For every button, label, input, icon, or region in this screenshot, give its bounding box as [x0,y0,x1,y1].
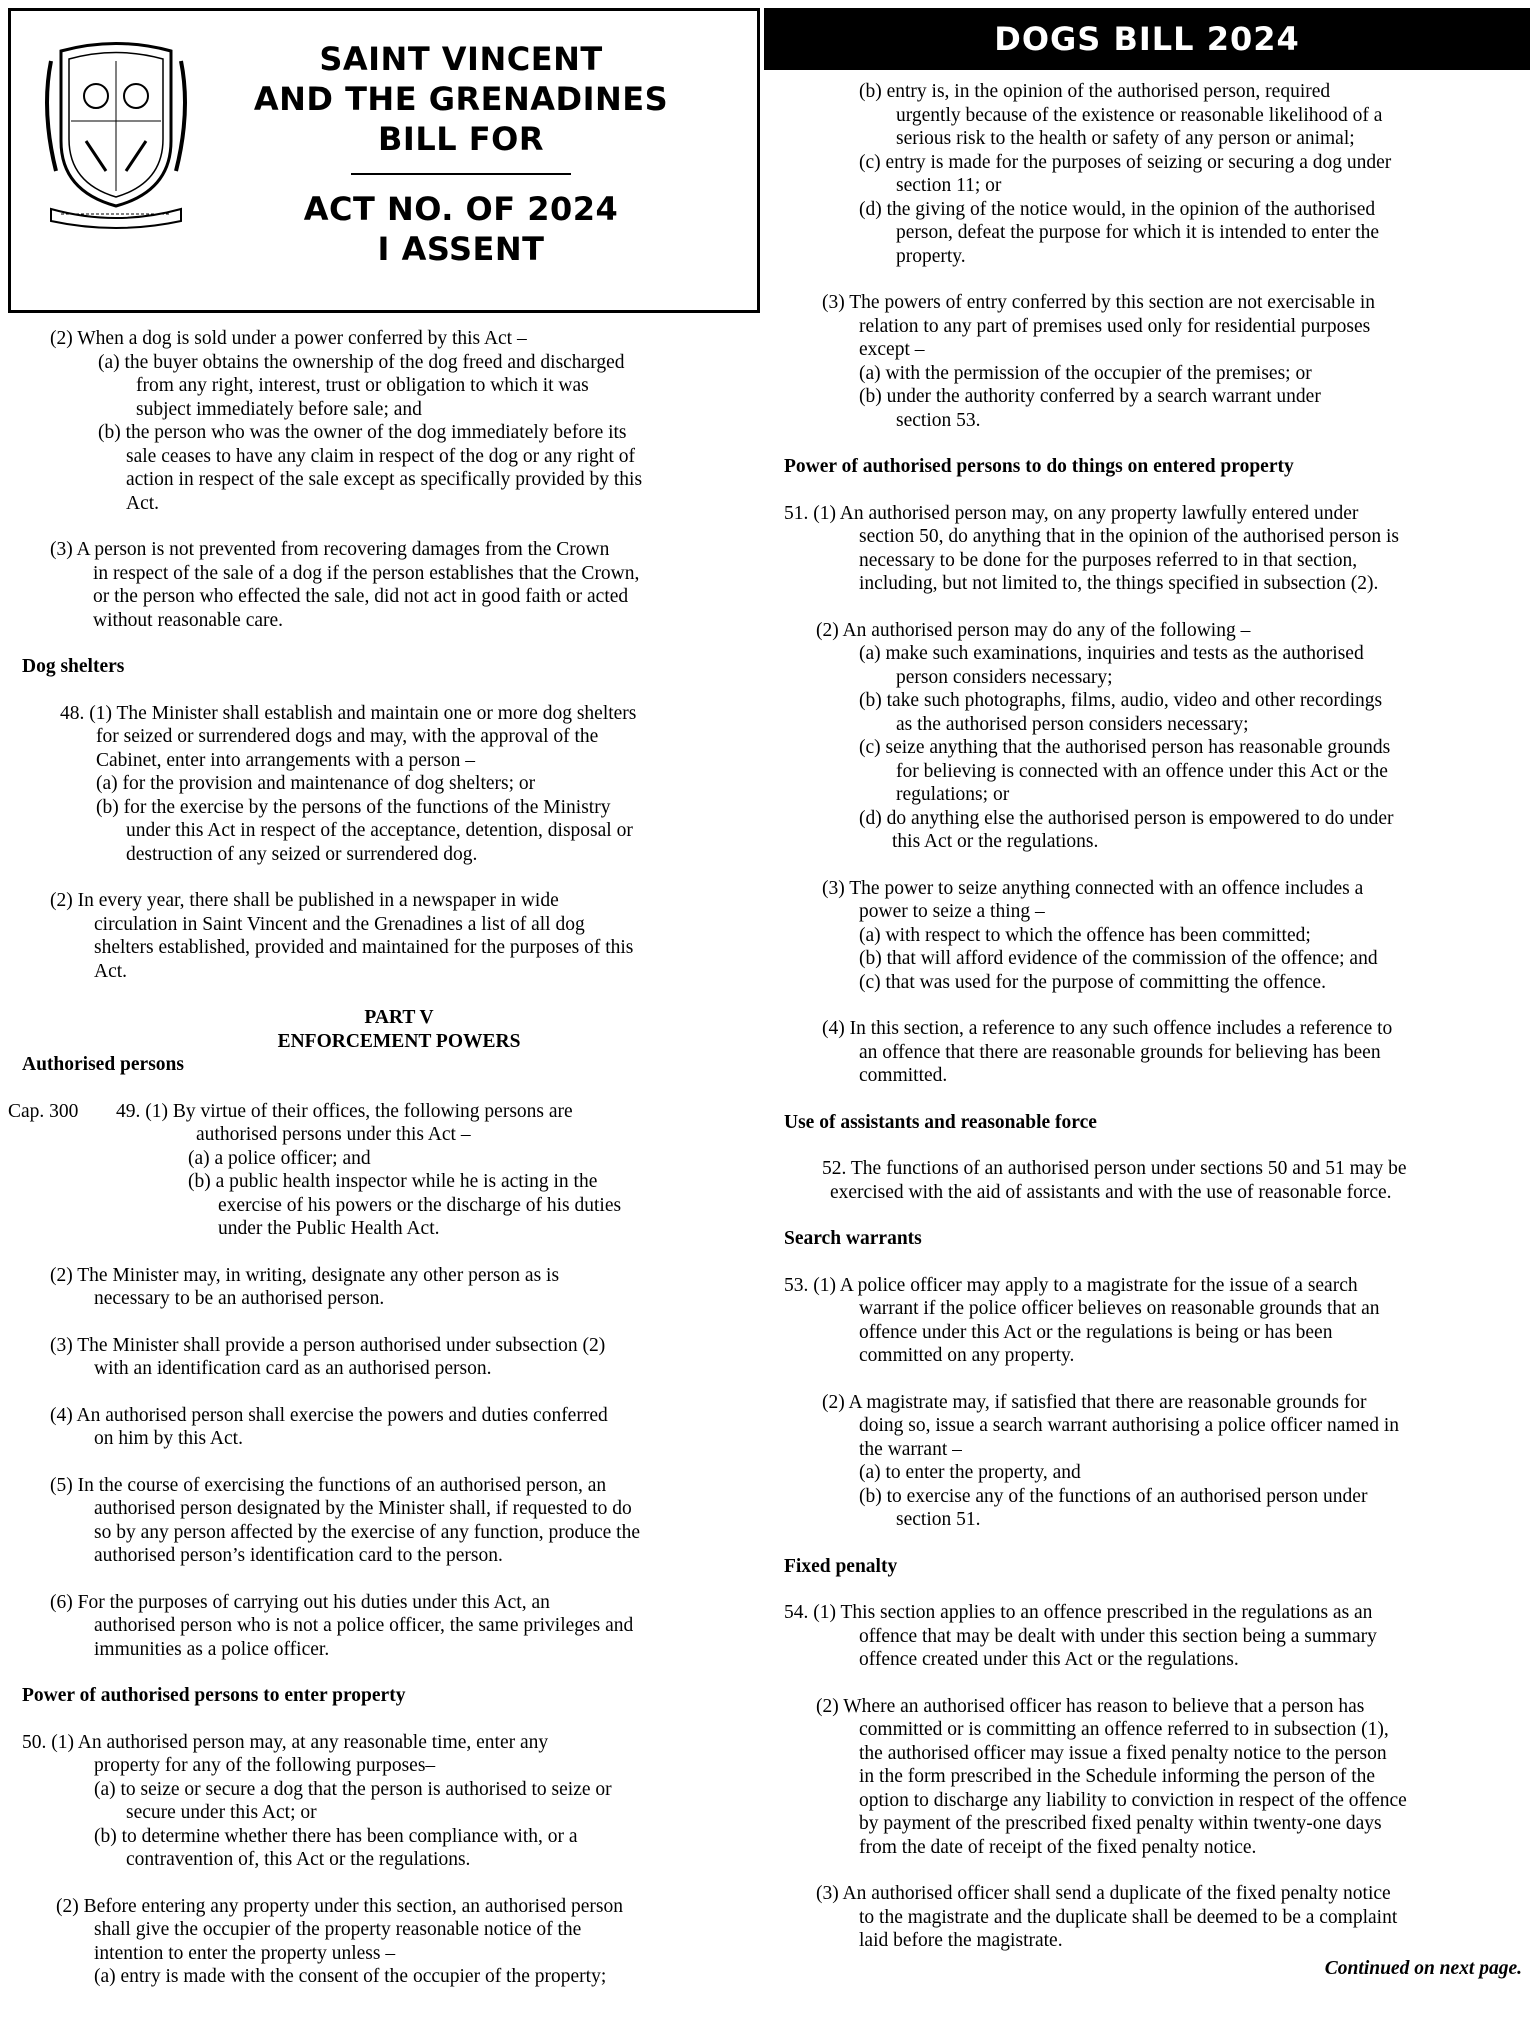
text-line: contravention of, this Act or the regulations. [126,1849,471,1870]
text-line: doing so, issue a search warrant authorising a police officer named in [859,1415,1400,1436]
text-line: sale ceases to have any claim in respect of the dog or any right of [126,445,635,467]
text-line: authorised persons under this Act – [196,1124,471,1145]
text-line: offence created under this Act or the regulations. [859,1649,1239,1670]
text-line: as the authorised person considers necessary; [896,713,1249,735]
text-line: property. [896,245,966,267]
header-line-5: I ASSENT [377,230,545,268]
text-line: serious risk to the health or safety of any person or animal; [896,128,1355,149]
text-line: (b) for the exercise by the persons of the functions of the Ministry [96,796,611,818]
text-line: Act. [94,960,128,982]
text-line: destruction of any seized or surrendered dog. [126,843,478,865]
text-line: (5) In the course of exercising the functions of an authorised person, an [50,1474,607,1496]
part-number: PART V [364,1007,434,1028]
text-line: 53. (1) A police officer may apply to a magistrate for the issue of a search [784,1274,1358,1296]
text-line: section 50, do anything that in the opinion of the authorised person is [859,526,1399,547]
text-line: (2) The Minister may, in writing, designate any other person as is [50,1264,560,1286]
text-line: (a) entry is made with the consent of the occupier of the property; [94,1966,607,1987]
text-line: (a) for the provision and maintenance of dog shelters; or [96,773,536,794]
text-line: option to discharge any liability to conviction in respect of the offence [859,1789,1407,1811]
text-line: under the Public Health Act. [218,1218,440,1239]
text-line: (b) a public health inspector while he is acting in the [188,1171,598,1192]
text-line: offence that may be dealt with under this section being a summary [859,1625,1377,1647]
text-line: (c) seize anything that the authorised person has reasonable grounds [859,737,1391,758]
text-line: 52. The functions of an authorised person under sections 50 and 51 may be [822,1158,1407,1179]
text-line: (4) In this section, a reference to any such offence includes a reference to [822,1018,1393,1039]
text-line: from the date of receipt of the fixed penalty notice. [859,1836,1257,1858]
text-line: warrant if the police officer believes on reasonable grounds that an [859,1298,1380,1319]
text-line: (3) The power to seize anything connected with an offence includes a [822,877,1364,899]
header-line-4: ACT NO. OF 2024 [303,190,619,228]
text-line: this Act or the regulations. [892,831,1099,852]
text-line: the warrant – [859,1438,962,1460]
section-heading: Power of authorised persons to enter property [22,1685,406,1706]
text-line: (2) A magistrate may, if satisfied that there are reasonable grounds for [822,1391,1367,1413]
text-line: exercised with the aid of assistants and with the use of reasonable force. [830,1181,1392,1203]
continued-notice: Continued on next page. [1324,1957,1522,1979]
section-heading: Power of authorised persons to do things on entered property [784,456,1294,477]
text-line: except – [859,339,925,360]
text-line: with an identification card as an authorised person. [94,1358,492,1379]
text-line: (2) An authorised person may do any of the following – [816,619,1251,641]
text-line: action in respect of the sale except as specifically provided by this [126,469,643,490]
text-line: (a) with the permission of the occupier of the premises; or [859,362,1312,384]
text-line: secure under this Act; or [126,1802,317,1823]
text-line: authorised person who is not a police officer, the same privileges and [94,1615,634,1636]
part-title: ENFORCEMENT POWERS [277,1030,521,1052]
text-line: (b) to determine whether there has been compliance with, or a [94,1825,578,1847]
text-line: authorised person designated by the Minister shall, if requested to do [94,1498,632,1519]
text-line: 48. (1) The Minister shall establish and maintain one or more dog shelters [60,702,637,724]
text-line: circulation in Saint Vincent and the Grenadines a list of all dog [94,913,585,935]
text-line: (6) For the purposes of carrying out his duties under this Act, an [50,1591,550,1613]
text-line: (c) entry is made for the purposes of seizing or securing a dog under [859,151,1392,173]
text-line: (a) a police officer; and [188,1147,371,1169]
text-line: (4) An authorised person shall exercise the powers and duties conferred [50,1404,608,1426]
text-line: so by any person affected by the exercise of any function, produce the [94,1521,640,1543]
text-line: shall give the occupier of the property reasonable notice of the [94,1919,582,1940]
text-line: section 11; or [896,175,1002,196]
text-line: necessary to be done for the purposes referred to in that section, [859,549,1358,571]
text-line: committed or is committing an offence referred to in subsection (1), [859,1719,1389,1740]
section-heading: Dog shelters [22,656,125,677]
left-column [8,8,760,1989]
text-line: (b) the person who was the owner of the dog immediately before its [98,422,627,443]
text-line: (a) the buyer obtains the ownership of the dog freed and discharged [98,351,625,373]
bill-title-banner: DOGS BILL 2024 [764,8,1530,70]
text-line: (3) An authorised officer shall send a duplicate of the fixed penalty notice [816,1883,1391,1904]
text-line: 54. (1) This section applies to an offence prescribed in the regulations as an [784,1602,1373,1623]
text-line: (d) the giving of the notice would, in the opinion of the authorised [859,198,1376,220]
text-line: (2) When a dog is sold under a power conferred by this Act – [50,328,527,349]
text-line: 50. (1) An authorised person may, at any reasonable time, enter any [22,1731,549,1753]
text-line: relation to any part of premises used only for residential purposes [859,315,1371,337]
text-line: including, but not limited to, the things specified in subsection (2). [859,573,1379,594]
text-line: the authorised officer may issue a fixed penalty notice to the person [859,1742,1387,1764]
text-line: (3) A person is not prevented from recovering damages from the Crown [50,539,610,560]
text-line: regulations; or [896,784,1010,805]
bill-header-text [201,39,721,269]
text-line: 51. (1) An authorised person may, on any property lawfully entered under [784,502,1359,524]
text-line: on him by this Act. [94,1428,243,1449]
text-line: (d) do anything else the authorised person is empowered to do under [859,807,1394,829]
text-line: for seized or surrendered dogs and may, with the approval of the [96,726,599,747]
text-line: necessary to be an authorised person. [94,1288,385,1309]
text-line: person, defeat the purpose for which it is intended to enter the [896,222,1380,243]
text-line: (a) make such examinations, inquiries and tests as the authorised [859,643,1364,664]
header-line-3: BILL FOR [378,120,544,158]
text-line: to the magistrate and the duplicate shall be deemed to be a complaint [859,1906,1398,1928]
text-line: authorised person’s identification card to the person. [94,1545,503,1566]
text-line: immunities as a police officer. [94,1638,330,1660]
text-line: Act. [126,492,160,514]
text-line: laid before the magistrate. [859,1930,1063,1951]
text-line: (b) that will afford evidence of the commission of the offence; and [859,948,1378,969]
text-line: under this Act in respect of the acceptance, detention, disposal or [126,820,633,841]
text-line: shelters established, provided and maintained for the purposes of this [94,937,634,958]
text-line: subject immediately before sale; and [136,398,422,420]
text-line: by payment of the prescribed fixed penalty within twenty-one days [859,1813,1382,1834]
section-heading: Authorised persons [22,1054,184,1075]
text-line: (a) to enter the property, and [859,1462,1081,1483]
text-line: (2) Where an authorised officer has reason to believe that a person has [816,1695,1365,1717]
text-line: (3) The powers of entry conferred by this section are not exercisable in [822,292,1376,313]
text-line: in respect of the sale of a dog if the person establishes that the Crown, [93,562,640,584]
section-heading: Use of assistants and reasonable force [784,1111,1097,1133]
header-line-2: AND THE GRENADINES [253,80,669,118]
section-heading: Fixed penalty [784,1555,898,1577]
text-line: offence under this Act or the regulations is being or has been [859,1321,1333,1343]
text-line: person considers necessary; [896,666,1113,688]
text-line: an offence that there are reasonable grounds for believing has been [859,1041,1381,1063]
text-line: (b) to exercise any of the functions of an authorised person under [859,1485,1368,1507]
bill-header-box [8,8,760,313]
text-line: from any right, interest, trust or obligation to which it was [136,375,589,396]
text-line: (c) that was used for the purpose of committing the offence. [859,971,1326,993]
header-line-1: SAINT VINCENT [319,40,603,78]
right-column [764,8,1530,1980]
text-line: section 51. [896,1509,981,1530]
text-line: urgently because of the existence or reasonable likelihood of a [896,104,1383,126]
right-content [764,80,1530,1980]
text-line: without reasonable care. [93,609,284,631]
text-line: Cabinet, enter into arrangements with a person – [96,749,476,771]
text-line: exercise of his powers or the discharge of his duties [218,1194,622,1216]
text-line: (b) entry is, in the opinion of the authorised person, required [859,81,1331,102]
text-line: (b) take such photographs, films, audio, video and other recordings [859,690,1383,711]
text-line: (b) under the authority conferred by a search warrant under [859,386,1321,407]
coat-of-arms-icon [41,31,191,231]
text-line: (2) In every year, there shall be published in a newspaper in wide [50,890,559,911]
text-line: committed on any property. [859,1345,1075,1366]
text-line: (a) to seize or secure a dog that the person is authorised to seize or [94,1778,612,1800]
text-line: committed. [859,1065,948,1086]
text-line: or the person who effected the sale, did not act in good faith or acted [93,586,629,607]
text-line: in the form prescribed in the Schedule informing the person of the [859,1766,1376,1787]
text-line: for believing is connected with an offence under this Act or the [896,760,1388,782]
text-line: 49. (1) By virtue of their offices, the following persons are [116,1100,573,1122]
header-divider [351,173,571,175]
text-line: section 53. [896,409,981,431]
text-line: power to seize a thing – [859,901,1045,922]
left-content [8,327,760,1989]
margin-note: Cap. 300 [8,1100,79,1122]
section-heading: Search warrants [784,1228,922,1249]
text-line: (2) Before entering any property under this section, an authorised person [56,1895,623,1917]
text-line: (3) The Minister shall provide a person authorised under subsection (2) [50,1334,606,1356]
text-line: property for any of the following purposes– [94,1755,436,1776]
text-line: intention to enter the property unless – [94,1942,396,1964]
text-line: (a) with respect to which the offence has been committed; [859,924,1311,946]
